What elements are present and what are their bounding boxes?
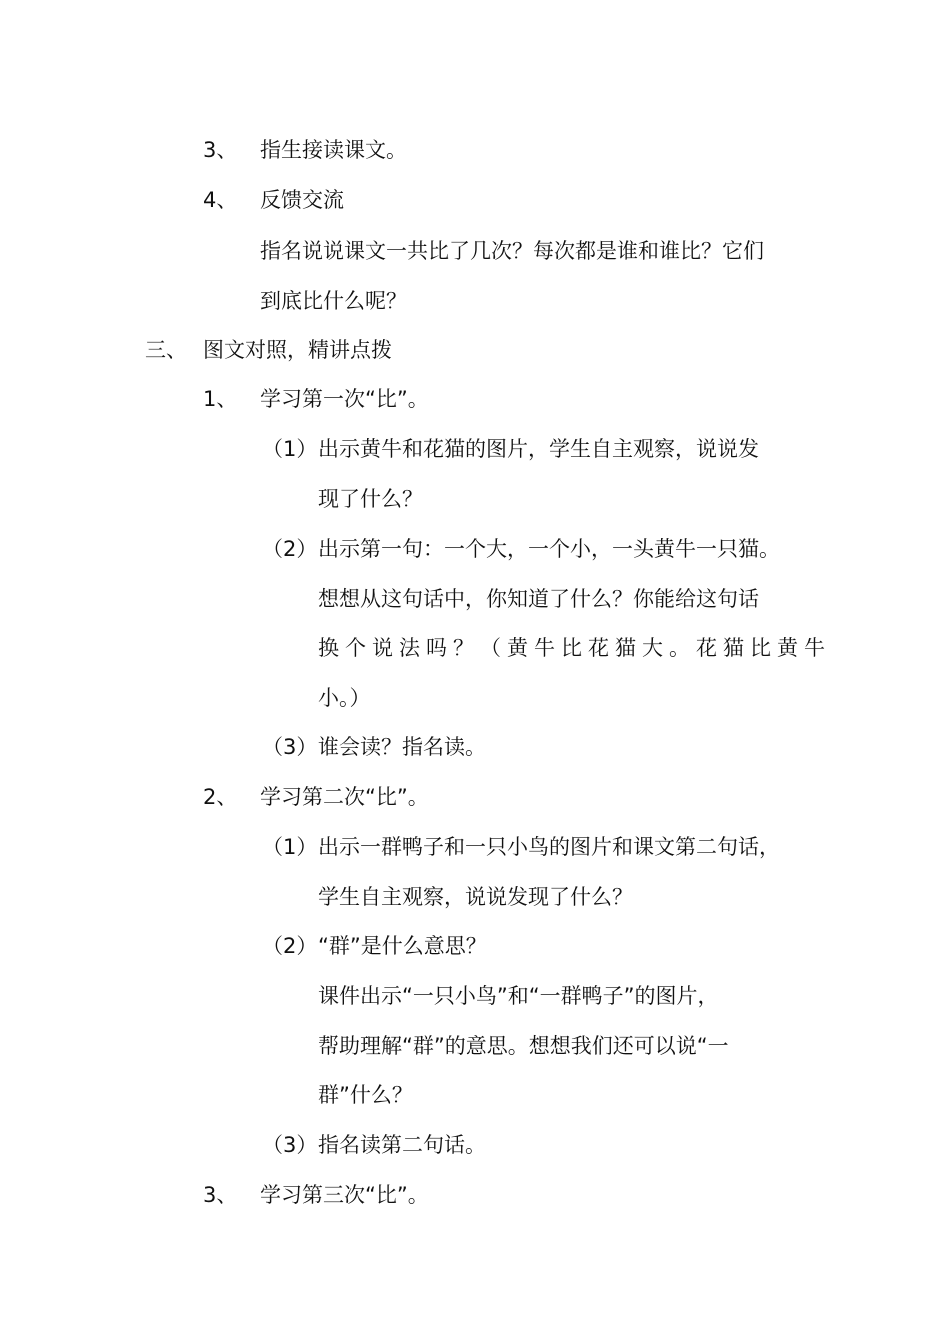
sub-item-text: 群”什么？ bbox=[318, 1083, 413, 1107]
sub-item-text: 出示第一句：一个大，一个小，一头黄牛一只猫。 bbox=[318, 537, 780, 561]
list-item-text: 学习第二次“比”。 bbox=[260, 785, 429, 809]
list-number: 3、 bbox=[203, 1183, 238, 1207]
sub-item-text: 小。） bbox=[318, 686, 371, 710]
sub-item-text: 想想从这句话中，你知道了什么？你能给这句话 bbox=[318, 587, 759, 611]
sub-item-number: （1） bbox=[262, 437, 318, 461]
sub-item-text: 指名读第二句话。 bbox=[318, 1133, 486, 1157]
section-title: 图文对照，精讲点拨 bbox=[203, 338, 392, 362]
paragraph-line: 到底比什么呢？ bbox=[260, 289, 407, 313]
list-number: 3、 bbox=[203, 138, 238, 162]
sub-item-number: （3） bbox=[262, 735, 318, 759]
sub-item-text: 课件出示“一只小鸟”和“一群鸭子”的图片， bbox=[318, 984, 719, 1008]
sub-item-text: 出示黄牛和花猫的图片，学生自主观察，说说发 bbox=[318, 437, 759, 461]
list-item-text: 学习第一次“比”。 bbox=[260, 387, 429, 411]
paragraph-line: 指名说说课文一共比了几次？每次都是谁和谁比？它们 bbox=[260, 239, 764, 263]
sub-item-text: 出示一群鸭子和一只小鸟的图片和课文第二句话， bbox=[318, 835, 780, 859]
list-number: 4、 bbox=[203, 188, 238, 212]
sub-item-text: 学生自主观察，说说发现了什么？ bbox=[318, 885, 633, 909]
sub-item-number: （2） bbox=[262, 537, 318, 561]
sub-item-number: （3） bbox=[262, 1133, 318, 1157]
list-item-text: 学习第三次“比”。 bbox=[260, 1183, 429, 1207]
sub-item-text: 现了什么？ bbox=[318, 487, 423, 511]
sub-item-text: “群”是什么意思？ bbox=[318, 934, 487, 958]
sub-item-text: 谁会读？指名读。 bbox=[318, 735, 486, 759]
sub-item-text: 换个说法吗？（黄牛比花猫大。花猫比黄牛 bbox=[318, 636, 831, 660]
list-item-text: 反馈交流 bbox=[260, 188, 344, 212]
list-item-text: 指生接读课文。 bbox=[260, 138, 407, 162]
list-number: 1、 bbox=[203, 387, 238, 411]
section-number: 三、 bbox=[145, 338, 187, 362]
sub-item-number: （2） bbox=[262, 934, 318, 958]
sub-item-text: 帮助理解“群”的意思。想想我们还可以说“一 bbox=[318, 1034, 729, 1058]
sub-item-number: （1） bbox=[262, 835, 318, 859]
list-number: 2、 bbox=[203, 785, 238, 809]
